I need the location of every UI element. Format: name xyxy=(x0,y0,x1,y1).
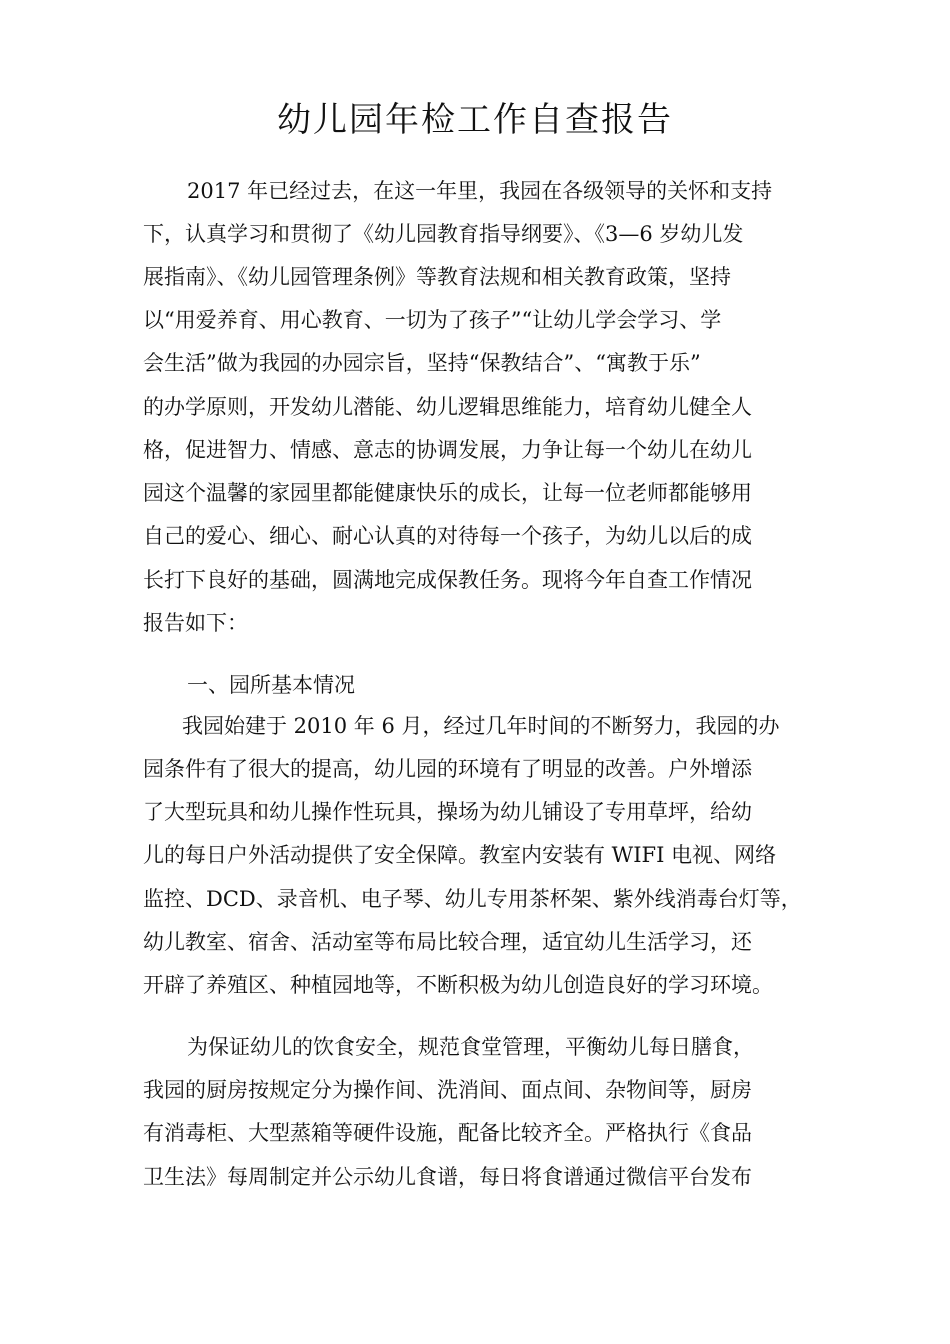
paragraph-3-line-1: 为保证幼儿的饮食安全，规范食堂管理，平衡幼儿每日膳食， xyxy=(187,1035,754,1059)
paragraph-3-line-3: 有消毒柜、大型蒸箱等硬件设施，配备比较齐全。严格执行《食品 xyxy=(143,1121,752,1145)
paragraph-1-line-9: 自己的爱心、细心、耐心认真的对待每一个孩子，为幼儿以后的成 xyxy=(143,524,752,548)
section-1-heading: 一、园所基本情况 xyxy=(187,673,355,697)
paragraph-2-line-6: 幼儿教室、宿舍、活动室等布局比较合理，适宜幼儿生活学习，还 xyxy=(143,930,752,954)
paragraph-2-line-7: 开辟了养殖区、种植园地等，不断积极为幼儿创造良好的学习环境。 xyxy=(143,973,773,997)
paragraph-1-line-6: 的办学原则，开发幼儿潜能、幼儿逻辑思维能力，培育幼儿健全人 xyxy=(143,395,752,419)
paragraph-1-line-3: 展指南》、《幼儿园管理条例》等教育法规和相关教育政策，坚持 xyxy=(143,265,731,289)
paragraph-2-line-5: 监控、DCD、录音机、电子琴、幼儿专用茶杯架、紫外线消毒台灯等， xyxy=(143,887,802,911)
paragraph-1-line-10: 长打下良好的基础，圆满地完成保教任务。现将今年自查工作情况 xyxy=(143,568,752,592)
paragraph-1-line-11: 报告如下： xyxy=(143,611,248,635)
paragraph-1-line-7: 格，促进智力、情感、意志的协调发展，力争让每一个幼儿在幼儿 xyxy=(143,438,752,462)
paragraph-2-line-4: 儿的每日户外活动提供了安全保障。教室内安装有 WIFI 电视、网络 xyxy=(143,843,777,867)
paragraph-1-line-4: 以“用爱养育、用心教育、一切为了孩子”“让幼儿学会学习、学 xyxy=(143,308,722,332)
document-title: 幼儿园年检工作自查报告 xyxy=(277,100,673,140)
paragraph-2-line-3: 了大型玩具和幼儿操作性玩具，操场为幼儿铺设了专用草坪，给幼 xyxy=(143,800,752,824)
paragraph-1-line-1: 2017 年已经过去，在这一年里，我园在各级领导的关怀和支持 xyxy=(187,179,773,203)
paragraph-1-line-5: 会生活”做为我园的办园宗旨，坚持“保教结合”、“寓教于乐” xyxy=(143,351,701,375)
paragraph-2-line-1: 我园始建于 2010 年 6 月，经过几年时间的不断努力，我园的办 xyxy=(182,714,780,738)
paragraph-1-line-8: 园这个温馨的家园里都能健康快乐的成长，让每一位老师都能够用 xyxy=(143,481,752,505)
paragraph-2-line-2: 园条件有了很大的提高，幼儿园的环境有了明显的改善。户外增添 xyxy=(143,757,752,781)
paragraph-3-line-2: 我园的厨房按规定分为操作间、洗消间、面点间、杂物间等，厨房 xyxy=(143,1078,752,1102)
paragraph-1-line-2: 下，认真学习和贯彻了《幼儿园教育指导纲要》、《3—6 岁幼儿发 xyxy=(143,222,744,246)
paragraph-3-line-4: 卫生法》每周制定并公示幼儿食谱，每日将食谱通过微信平台发布 xyxy=(143,1165,752,1189)
